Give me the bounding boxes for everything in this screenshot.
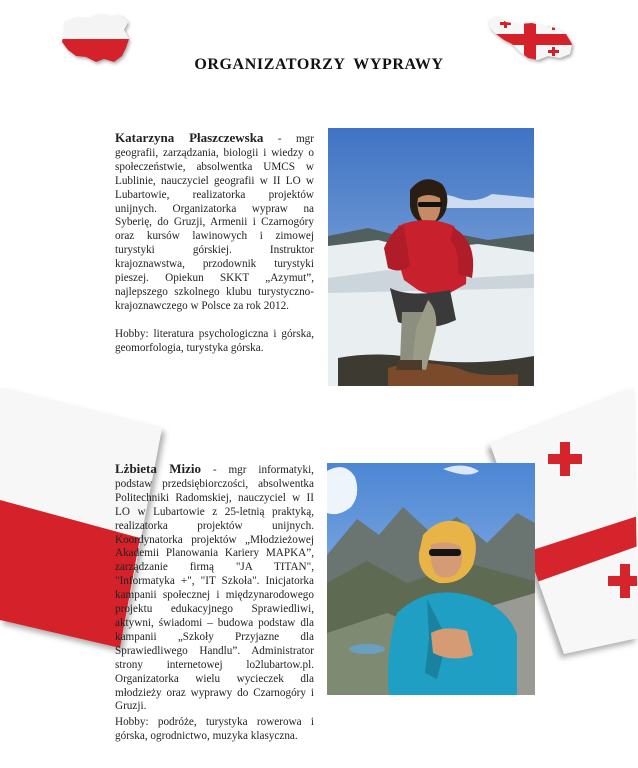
bio-text-1	[115, 131, 314, 314]
person-photo-2	[327, 463, 535, 695]
person-name-1: Katarzyna Płaszczewska	[115, 130, 264, 145]
bio-description-2: - mgr informatyki, podstaw przedsiębiorczości, absolwentka Politechniki Radomskiej, nauczyciel w II LO w Lubartowie z 25-letnią praktyką, realizatorka projektów unijnych. Koordynatorka projektów „Młodzieżowej Akademii Planowania Kariery MAPKA”, zarządzanie firmą "JA TITAN", "Informatyka +", "IT Szkoła". Inicjatorka kampanii społecznej i międzynarodowego projektu edukacyjnego Sprawiedliwi, aktywni, świadomi – budowa podstaw dla kampanii „Szkoły Przyjazne dla Sprawiedliwego Handlu”. Administrator strony internetowej lo2lubartow.pl. Organizatorka wielu wycieczek dla młodzieży oraz wyprawy do Czarnogóry i Gruzji.	[115, 464, 314, 713]
hobby-text-1: Hobby: literatura psychologiczna i górska, geomorfologia, turystyka górska.	[115, 327, 314, 354]
bio-description-1: - mgr geografii, zarządzania, biologii i wiedzy o społeczeństwie, absolwentka UMCS w Lublinie, nauczyciel geografii w II LO w Lubartowie, realizatorka projektów unijnych. Organizatorka wypraw na Syberię, do Gruzji, Armenii i Czarnogóry oraz kursów lawinowych i zimowej turystyki górskiej. Instruktor krajoznawstwa, przodownik turystyki pieszej. Opiekun SKKT „Azymut”, najlepszego szkolnego klubu turystyczno-krajoznawczego w Polsce za rok 2012.	[115, 133, 314, 312]
bio-text-2	[115, 462, 314, 714]
page-title: ORGANIZATORZY WYPRAWY	[194, 56, 444, 73]
person-name-2: Lżbieta Mizio	[115, 461, 201, 476]
bio-block-2	[115, 462, 314, 744]
bio-block-1	[115, 131, 314, 356]
hobby-text-2: Hobby: podróże, turystyka rowerowa i górska, ogrodnictwo, muzyka klasyczna.	[115, 716, 314, 743]
person-photo-1	[328, 128, 534, 386]
